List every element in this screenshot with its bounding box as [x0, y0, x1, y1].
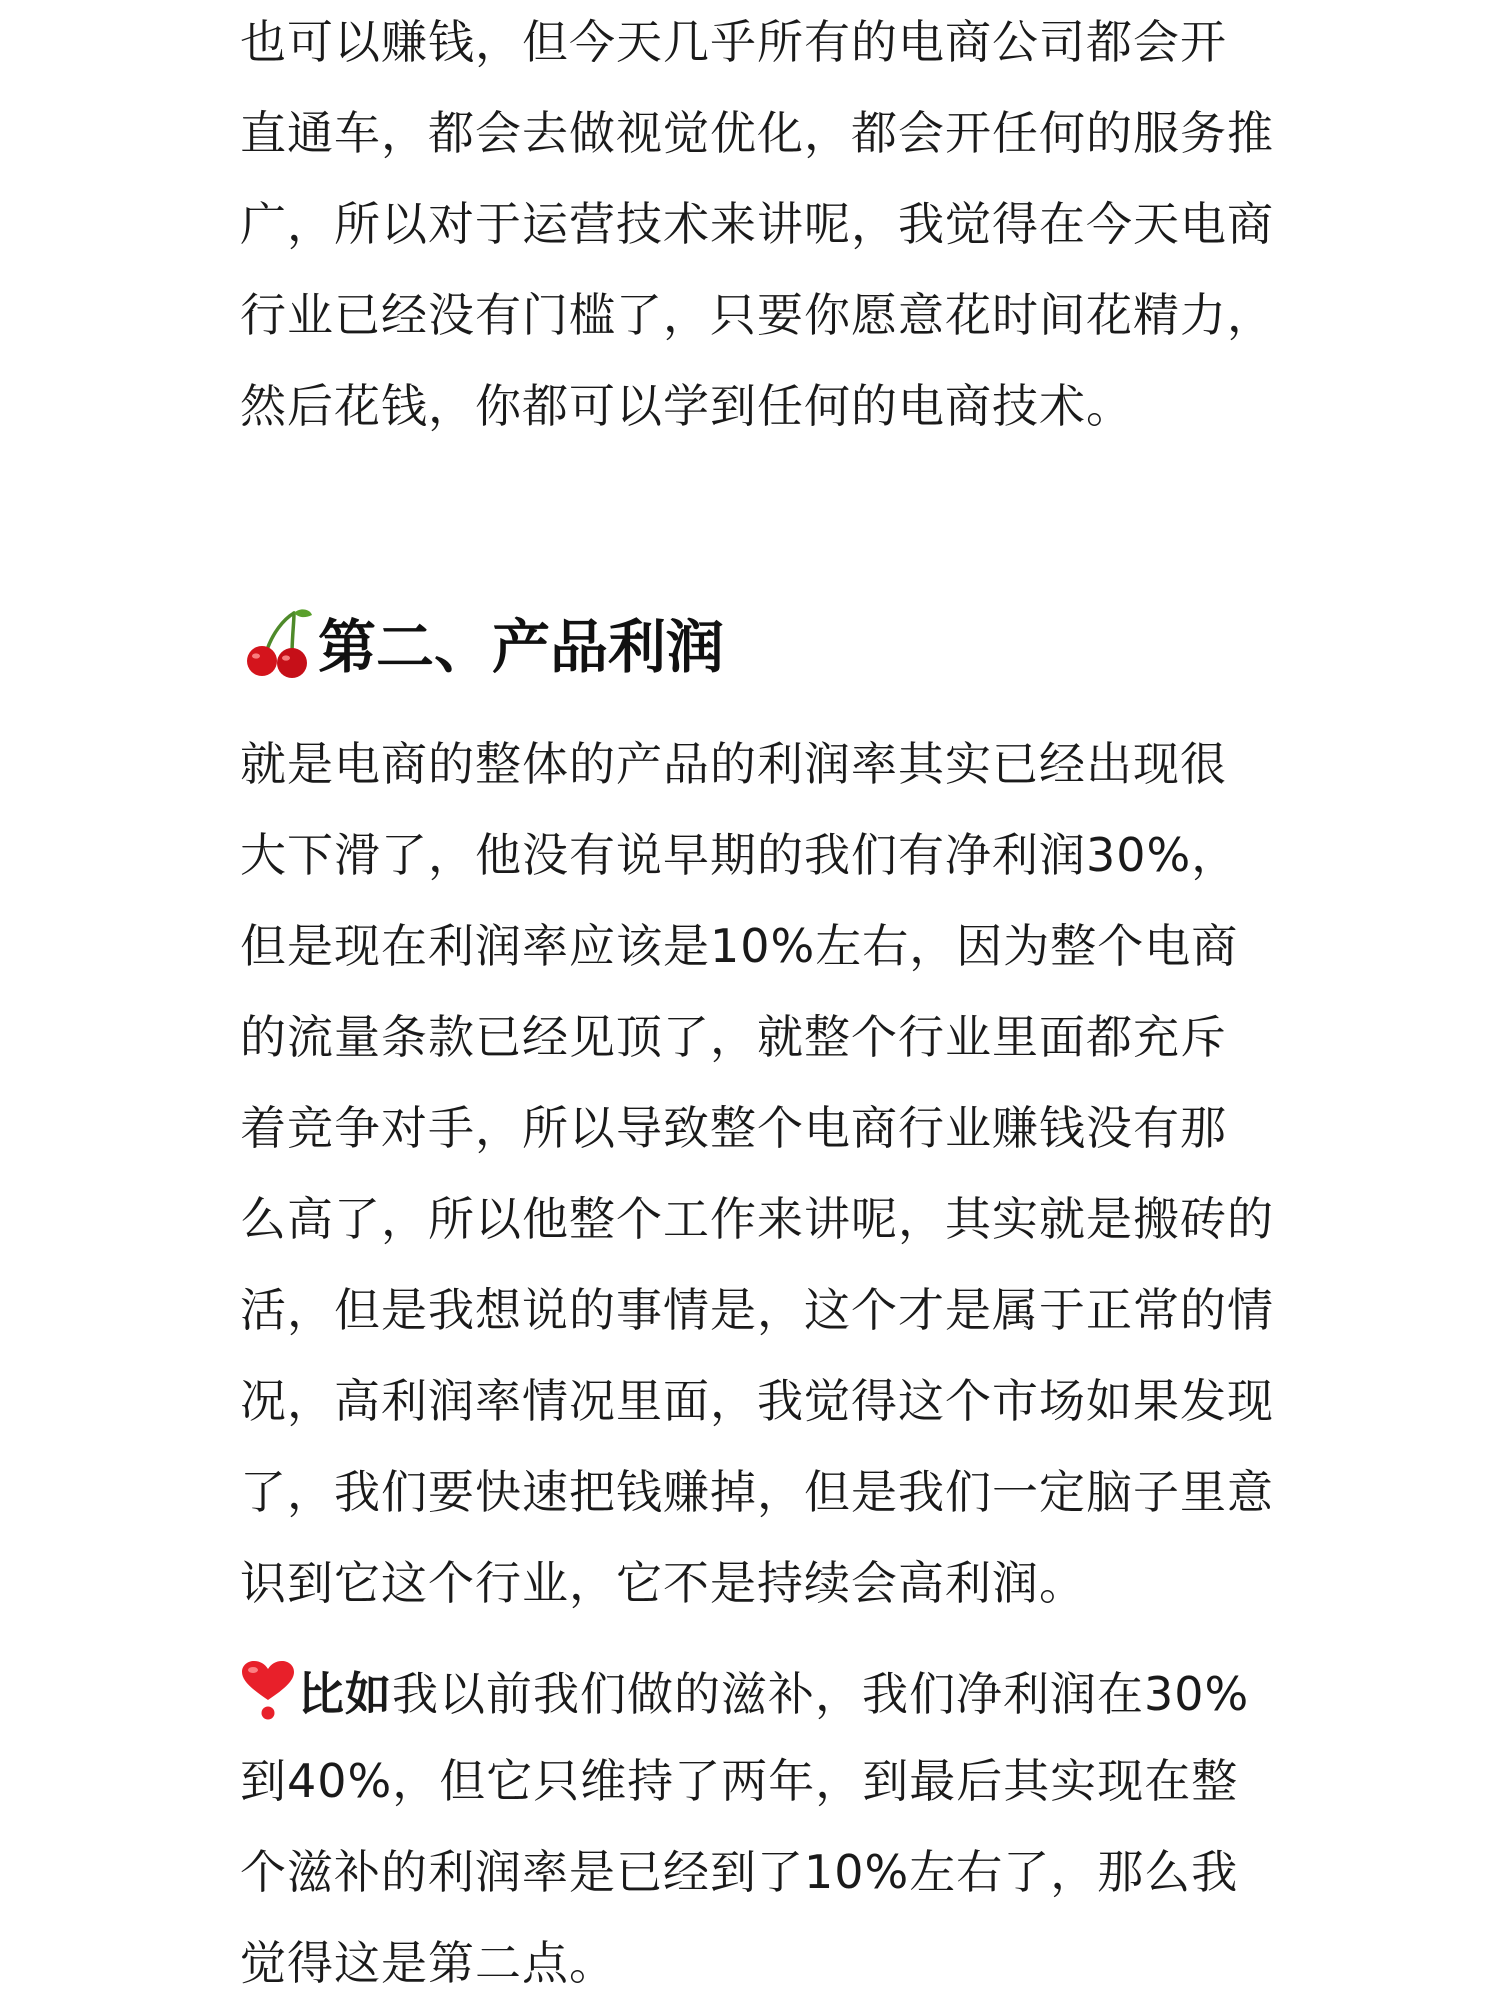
paragraph-line-2: 大下滑了，他没有说早期的我们有净利润30%，: [240, 828, 1239, 882]
example-first-line-text: 我以前我们做的滋补，我们净利润在30%: [392, 1667, 1250, 1721]
intro-line-4: 行业已经没有门槛了，只要你愿意花时间花精力，: [240, 288, 1274, 342]
paragraph-line-1: 就是电商的整体的产品的利润率其实已经出现很: [240, 737, 1227, 791]
example-line-2: 到40%，但它只维持了两年，到最后其实现在整: [240, 1754, 1239, 1808]
cherry-icon: [240, 605, 314, 679]
example-line-3: 个滋补的利润率是已经到了10%左右了，那么我: [240, 1845, 1239, 1899]
example-line-1: [240, 1660, 1249, 1724]
intro-line-5: 然后花钱，你都可以学到任何的电商技术。: [240, 379, 1133, 433]
heart-exclamation-icon: [240, 1660, 296, 1722]
paragraph-line-3: 但是现在利润率应该是10%左右，因为整个电商: [240, 919, 1239, 973]
paragraph-line-7: 活，但是我想说的事情是，这个才是属于正常的情: [240, 1283, 1274, 1337]
paragraph-line-4: 的流量条款已经见顶了，就整个行业里面都充斥: [240, 1010, 1227, 1064]
paragraph-line-8: 况，高利润率情况里面，我觉得这个市场如果发现: [240, 1374, 1274, 1428]
paragraph-line-5: 着竞争对手，所以导致整个电商行业赚钱没有那: [240, 1101, 1227, 1155]
intro-line-2: 直通车，都会去做视觉优化，都会开任何的服务推: [240, 106, 1274, 160]
paragraph-line-9: 了，我们要快速把钱赚掉，但是我们一定脑子里意: [240, 1465, 1274, 1519]
section-heading: [240, 602, 724, 682]
example-lead: 比如: [298, 1667, 392, 1721]
paragraph-line-6: 么高了，所以他整个工作来讲呢，其实就是搬砖的: [240, 1192, 1274, 1246]
intro-line-3: 广，所以对于运营技术来讲呢，我觉得在今天电商: [240, 197, 1274, 251]
paragraph-line-10: 识到它这个行业，它不是持续会高利润。: [240, 1556, 1086, 1610]
section-title: 第二、产品利润: [318, 613, 725, 681]
example-line-4: 觉得这是第二点。: [240, 1936, 616, 1990]
intro-line-1: 也可以赚钱，但今天几乎所有的电商公司都会开: [240, 15, 1227, 69]
